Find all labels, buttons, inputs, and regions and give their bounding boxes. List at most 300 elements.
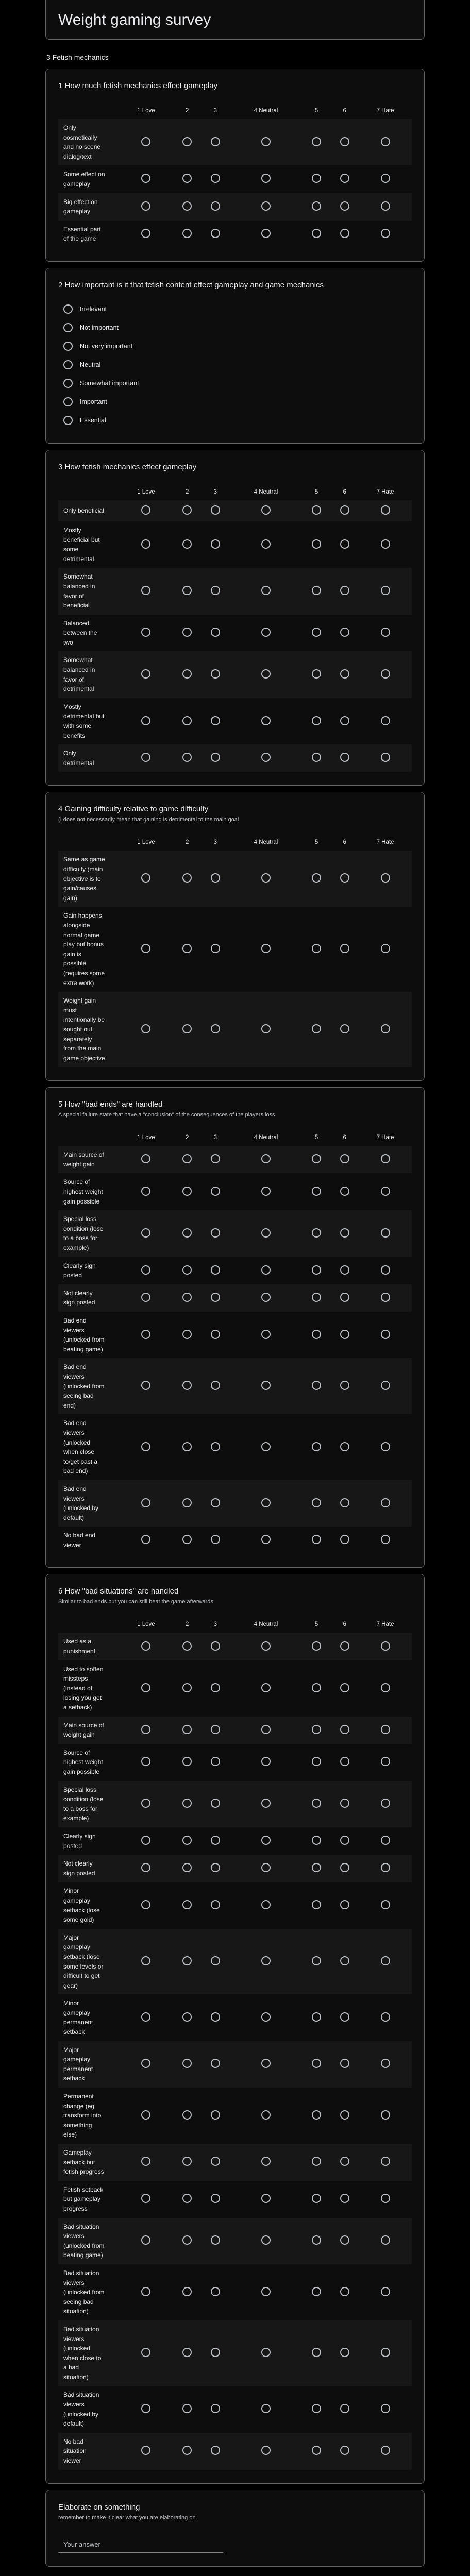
radio-button[interactable]	[381, 1265, 390, 1275]
radio-button[interactable]	[141, 2235, 150, 2245]
radio-button[interactable]	[141, 1330, 150, 1339]
radio-button[interactable]	[182, 137, 192, 146]
radio-button[interactable]	[261, 539, 271, 549]
radio-button[interactable]	[261, 628, 271, 637]
radio-button[interactable]	[340, 1265, 349, 1275]
radio-button[interactable]	[63, 397, 73, 406]
radio-button[interactable]	[312, 2446, 321, 2455]
radio-button[interactable]	[182, 1187, 192, 1196]
radio-button[interactable]	[381, 1956, 390, 1965]
radio-button[interactable]	[340, 1900, 349, 1909]
radio-button[interactable]	[340, 1956, 349, 1965]
radio-button[interactable]	[261, 2348, 271, 2357]
radio-button[interactable]	[261, 2287, 271, 2296]
radio-button[interactable]	[182, 539, 192, 549]
radio-button[interactable]	[141, 1024, 150, 1033]
radio-button[interactable]	[261, 229, 271, 238]
radio-button[interactable]	[312, 1330, 321, 1339]
radio-button[interactable]	[141, 1683, 150, 1692]
radio-button[interactable]	[261, 1442, 271, 1451]
radio-button[interactable]	[340, 628, 349, 637]
radio-button[interactable]	[261, 716, 271, 725]
radio-button[interactable]	[340, 2287, 349, 2296]
radio-button[interactable]	[340, 1154, 349, 1163]
radio-button[interactable]	[211, 2194, 220, 2203]
radio-button[interactable]	[261, 753, 271, 762]
radio-button[interactable]	[182, 873, 192, 883]
radio-button[interactable]	[340, 2059, 349, 2068]
radio-button[interactable]	[340, 1228, 349, 1238]
radio-button[interactable]	[381, 586, 390, 595]
radio-button[interactable]	[312, 586, 321, 595]
radio-button[interactable]	[381, 1836, 390, 1845]
radio-button[interactable]	[261, 174, 271, 183]
radio-button[interactable]	[340, 505, 349, 515]
radio-button[interactable]	[211, 1187, 220, 1196]
radio-button[interactable]	[211, 1330, 220, 1339]
radio-button[interactable]	[381, 505, 390, 515]
radio-button[interactable]	[211, 174, 220, 183]
radio-button[interactable]	[381, 1725, 390, 1734]
radio-button[interactable]	[340, 1683, 349, 1692]
radio-button[interactable]	[261, 1381, 271, 1390]
radio-button[interactable]	[211, 2012, 220, 2022]
radio-button[interactable]	[182, 1498, 192, 1507]
radio-button[interactable]	[141, 944, 150, 953]
radio-button[interactable]	[211, 2110, 220, 2120]
radio-button[interactable]	[312, 137, 321, 146]
radio-button[interactable]	[141, 1641, 150, 1651]
radio-button[interactable]	[63, 342, 73, 351]
radio-button[interactable]	[182, 1330, 192, 1339]
radio-button[interactable]	[381, 2012, 390, 2022]
radio-button[interactable]	[182, 2012, 192, 2022]
radio-button[interactable]	[340, 1498, 349, 1507]
radio-button[interactable]	[340, 174, 349, 183]
radio-button[interactable]	[340, 1330, 349, 1339]
radio-button[interactable]	[312, 174, 321, 183]
radio-button[interactable]	[141, 1725, 150, 1734]
radio-button[interactable]	[141, 1535, 150, 1544]
radio-button[interactable]	[381, 2404, 390, 2413]
radio-button[interactable]	[381, 1683, 390, 1692]
radio-button[interactable]	[182, 2446, 192, 2455]
radio-button[interactable]	[141, 753, 150, 762]
radio-button[interactable]	[261, 201, 271, 211]
radio-button[interactable]	[182, 1293, 192, 1302]
radio-button[interactable]	[211, 229, 220, 238]
radio-button[interactable]	[141, 1799, 150, 1808]
radio-button[interactable]	[182, 1641, 192, 1651]
radio-button[interactable]	[211, 628, 220, 637]
radio-button[interactable]	[182, 2287, 192, 2296]
radio-button[interactable]	[312, 1024, 321, 1033]
radio-button[interactable]	[261, 1228, 271, 1238]
radio-button[interactable]	[312, 1799, 321, 1808]
radio-button[interactable]	[340, 1863, 349, 1872]
radio-button[interactable]	[211, 505, 220, 515]
radio-button[interactable]	[340, 2235, 349, 2245]
radio-button[interactable]	[312, 944, 321, 953]
radio-option[interactable]	[58, 300, 412, 318]
radio-button[interactable]	[261, 873, 271, 883]
radio-button[interactable]	[182, 505, 192, 515]
radio-button[interactable]	[211, 716, 220, 725]
radio-button[interactable]	[312, 1863, 321, 1872]
radio-button[interactable]	[381, 2287, 390, 2296]
radio-button[interactable]	[182, 2110, 192, 2120]
radio-button[interactable]	[141, 2404, 150, 2413]
radio-button[interactable]	[141, 1900, 150, 1909]
radio-button[interactable]	[261, 669, 271, 679]
radio-button[interactable]	[141, 2348, 150, 2357]
radio-button[interactable]	[340, 2012, 349, 2022]
radio-button[interactable]	[182, 1265, 192, 1275]
radio-button[interactable]	[182, 1863, 192, 1872]
radio-button[interactable]	[261, 2235, 271, 2245]
radio-button[interactable]	[340, 753, 349, 762]
radio-button[interactable]	[261, 1024, 271, 1033]
radio-button[interactable]	[211, 1442, 220, 1451]
radio-button[interactable]	[261, 2059, 271, 2068]
radio-button[interactable]	[340, 539, 349, 549]
radio-button[interactable]	[211, 1836, 220, 1845]
radio-button[interactable]	[182, 2348, 192, 2357]
radio-button[interactable]	[182, 716, 192, 725]
radio-button[interactable]	[261, 1498, 271, 1507]
radio-button[interactable]	[381, 137, 390, 146]
radio-button[interactable]	[312, 1265, 321, 1275]
radio-button[interactable]	[312, 2012, 321, 2022]
radio-button[interactable]	[381, 2157, 390, 2166]
radio-button[interactable]	[211, 1024, 220, 1033]
radio-button[interactable]	[211, 944, 220, 953]
radio-button[interactable]	[63, 360, 73, 369]
radio-button[interactable]	[141, 2194, 150, 2203]
radio-button[interactable]	[312, 539, 321, 549]
radio-button[interactable]	[340, 1187, 349, 1196]
short-answer-input[interactable]: Your answer	[58, 2538, 223, 2553]
radio-button[interactable]	[182, 1442, 192, 1451]
radio-button[interactable]	[141, 201, 150, 211]
radio-button[interactable]	[211, 2157, 220, 2166]
radio-button[interactable]	[182, 669, 192, 679]
radio-button[interactable]	[141, 586, 150, 595]
radio-button[interactable]	[340, 1725, 349, 1734]
radio-button[interactable]	[381, 873, 390, 883]
radio-button[interactable]	[141, 1228, 150, 1238]
radio-button[interactable]	[381, 628, 390, 637]
radio-button[interactable]	[261, 2446, 271, 2455]
radio-button[interactable]	[211, 1757, 220, 1766]
radio-button[interactable]	[381, 539, 390, 549]
radio-button[interactable]	[261, 2404, 271, 2413]
radio-button[interactable]	[381, 2235, 390, 2245]
radio-button[interactable]	[381, 1330, 390, 1339]
radio-button[interactable]	[340, 2348, 349, 2357]
radio-button[interactable]	[182, 753, 192, 762]
radio-button[interactable]	[261, 1956, 271, 1965]
radio-button[interactable]	[211, 1641, 220, 1651]
radio-button[interactable]	[211, 201, 220, 211]
radio-button[interactable]	[340, 944, 349, 953]
radio-button[interactable]	[141, 229, 150, 238]
radio-button[interactable]	[312, 1535, 321, 1544]
radio-button[interactable]	[141, 1293, 150, 1302]
radio-button[interactable]	[141, 1381, 150, 1390]
radio-button[interactable]	[381, 1381, 390, 1390]
radio-button[interactable]	[340, 1381, 349, 1390]
radio-button[interactable]	[340, 2446, 349, 2455]
radio-button[interactable]	[261, 1900, 271, 1909]
radio-button[interactable]	[182, 586, 192, 595]
radio-button[interactable]	[211, 1535, 220, 1544]
radio-button[interactable]	[211, 2404, 220, 2413]
radio-button[interactable]	[381, 1641, 390, 1651]
radio-option[interactable]	[58, 318, 412, 337]
radio-button[interactable]	[261, 1725, 271, 1734]
radio-button[interactable]	[211, 669, 220, 679]
radio-button[interactable]	[211, 1725, 220, 1734]
radio-button[interactable]	[182, 1024, 192, 1033]
radio-button[interactable]	[381, 2446, 390, 2455]
radio-button[interactable]	[182, 1757, 192, 1766]
radio-button[interactable]	[261, 1293, 271, 1302]
radio-button[interactable]	[312, 628, 321, 637]
radio-button[interactable]	[312, 1725, 321, 1734]
radio-button[interactable]	[340, 2194, 349, 2203]
radio-button[interactable]	[182, 2157, 192, 2166]
radio-button[interactable]	[211, 1683, 220, 1692]
radio-button[interactable]	[141, 539, 150, 549]
radio-button[interactable]	[340, 137, 349, 146]
radio-button[interactable]	[381, 174, 390, 183]
radio-button[interactable]	[211, 1228, 220, 1238]
radio-button[interactable]	[381, 2348, 390, 2357]
radio-button[interactable]	[63, 416, 73, 425]
radio-button[interactable]	[381, 1900, 390, 1909]
radio-button[interactable]	[211, 586, 220, 595]
radio-button[interactable]	[141, 716, 150, 725]
radio-button[interactable]	[141, 1863, 150, 1872]
radio-button[interactable]	[381, 716, 390, 725]
radio-button[interactable]	[211, 2348, 220, 2357]
radio-button[interactable]	[312, 753, 321, 762]
radio-button[interactable]	[211, 1498, 220, 1507]
radio-button[interactable]	[141, 1498, 150, 1507]
radio-button[interactable]	[141, 669, 150, 679]
radio-button[interactable]	[312, 2157, 321, 2166]
radio-button[interactable]	[381, 1154, 390, 1163]
radio-button[interactable]	[211, 539, 220, 549]
radio-button[interactable]	[261, 944, 271, 953]
radio-button[interactable]	[182, 1683, 192, 1692]
radio-button[interactable]	[141, 2012, 150, 2022]
radio-button[interactable]	[261, 1330, 271, 1339]
radio-button[interactable]	[261, 2012, 271, 2022]
radio-button[interactable]	[211, 2235, 220, 2245]
radio-button[interactable]	[182, 229, 192, 238]
radio-button[interactable]	[340, 201, 349, 211]
radio-button[interactable]	[312, 1836, 321, 1845]
radio-button[interactable]	[182, 944, 192, 953]
radio-button[interactable]	[141, 505, 150, 515]
radio-button[interactable]	[340, 669, 349, 679]
radio-button[interactable]	[340, 873, 349, 883]
radio-button[interactable]	[312, 2404, 321, 2413]
radio-button[interactable]	[312, 716, 321, 725]
radio-button[interactable]	[141, 2110, 150, 2120]
radio-button[interactable]	[261, 1641, 271, 1651]
radio-button[interactable]	[381, 2110, 390, 2120]
radio-button[interactable]	[211, 1381, 220, 1390]
radio-button[interactable]	[381, 201, 390, 211]
radio-button[interactable]	[381, 1187, 390, 1196]
radio-button[interactable]	[312, 1683, 321, 1692]
radio-option[interactable]	[58, 337, 412, 355]
radio-button[interactable]	[141, 1836, 150, 1845]
radio-button[interactable]	[312, 229, 321, 238]
radio-button[interactable]	[381, 1293, 390, 1302]
radio-button[interactable]	[340, 1535, 349, 1544]
radio-button[interactable]	[312, 1228, 321, 1238]
radio-button[interactable]	[312, 873, 321, 883]
radio-button[interactable]	[312, 2110, 321, 2120]
radio-button[interactable]	[261, 2110, 271, 2120]
radio-button[interactable]	[141, 1442, 150, 1451]
radio-button[interactable]	[340, 1024, 349, 1033]
radio-button[interactable]	[211, 1293, 220, 1302]
radio-button[interactable]	[211, 2287, 220, 2296]
radio-button[interactable]	[312, 201, 321, 211]
radio-button[interactable]	[312, 1900, 321, 1909]
radio-button[interactable]	[340, 2110, 349, 2120]
radio-button[interactable]	[141, 2157, 150, 2166]
radio-option[interactable]	[58, 355, 412, 374]
radio-button[interactable]	[312, 505, 321, 515]
radio-button[interactable]	[312, 2059, 321, 2068]
radio-button[interactable]	[182, 201, 192, 211]
radio-button[interactable]	[182, 628, 192, 637]
radio-button[interactable]	[340, 1836, 349, 1845]
radio-button[interactable]	[182, 1799, 192, 1808]
radio-button[interactable]	[312, 2235, 321, 2245]
radio-button[interactable]	[141, 1187, 150, 1196]
radio-button[interactable]	[312, 1757, 321, 1766]
radio-button[interactable]	[182, 2404, 192, 2413]
radio-button[interactable]	[312, 2348, 321, 2357]
radio-button[interactable]	[340, 586, 349, 595]
radio-button[interactable]	[340, 716, 349, 725]
radio-button[interactable]	[141, 2446, 150, 2455]
radio-button[interactable]	[211, 1154, 220, 1163]
radio-button[interactable]	[211, 2059, 220, 2068]
radio-button[interactable]	[141, 1956, 150, 1965]
radio-button[interactable]	[141, 174, 150, 183]
radio-button[interactable]	[340, 2404, 349, 2413]
radio-button[interactable]	[312, 669, 321, 679]
radio-option[interactable]	[58, 411, 412, 430]
radio-button[interactable]	[381, 2059, 390, 2068]
radio-button[interactable]	[261, 1683, 271, 1692]
radio-button[interactable]	[381, 1863, 390, 1872]
radio-button[interactable]	[381, 1442, 390, 1451]
radio-button[interactable]	[312, 1154, 321, 1163]
radio-button[interactable]	[312, 1956, 321, 1965]
radio-button[interactable]	[381, 1024, 390, 1033]
radio-button[interactable]	[261, 1535, 271, 1544]
radio-button[interactable]	[340, 2157, 349, 2166]
radio-button[interactable]	[182, 1956, 192, 1965]
radio-button[interactable]	[340, 1442, 349, 1451]
radio-button[interactable]	[381, 2194, 390, 2203]
radio-button[interactable]	[63, 379, 73, 388]
radio-button[interactable]	[312, 1381, 321, 1390]
radio-button[interactable]	[211, 1799, 220, 1808]
radio-button[interactable]	[182, 174, 192, 183]
radio-button[interactable]	[261, 2194, 271, 2203]
radio-button[interactable]	[182, 1535, 192, 1544]
radio-button[interactable]	[381, 229, 390, 238]
radio-button[interactable]	[312, 2194, 321, 2203]
radio-button[interactable]	[381, 1228, 390, 1238]
radio-button[interactable]	[261, 1154, 271, 1163]
radio-button[interactable]	[381, 1799, 390, 1808]
radio-button[interactable]	[312, 2287, 321, 2296]
radio-button[interactable]	[261, 2157, 271, 2166]
radio-button[interactable]	[261, 1836, 271, 1845]
radio-button[interactable]	[182, 1228, 192, 1238]
radio-button[interactable]	[63, 304, 73, 314]
radio-button[interactable]	[211, 753, 220, 762]
radio-button[interactable]	[141, 873, 150, 883]
radio-button[interactable]	[381, 944, 390, 953]
radio-button[interactable]	[340, 229, 349, 238]
radio-button[interactable]	[182, 1900, 192, 1909]
radio-button[interactable]	[211, 873, 220, 883]
radio-button[interactable]	[211, 2446, 220, 2455]
radio-button[interactable]	[211, 1863, 220, 1872]
radio-button[interactable]	[261, 1863, 271, 1872]
radio-button[interactable]	[182, 1725, 192, 1734]
radio-button[interactable]	[182, 1381, 192, 1390]
radio-button[interactable]	[211, 1956, 220, 1965]
radio-button[interactable]	[261, 1187, 271, 1196]
radio-button[interactable]	[381, 669, 390, 679]
radio-button[interactable]	[182, 2194, 192, 2203]
radio-button[interactable]	[211, 137, 220, 146]
radio-button[interactable]	[141, 137, 150, 146]
radio-button[interactable]	[141, 628, 150, 637]
radio-button[interactable]	[141, 1154, 150, 1163]
radio-button[interactable]	[340, 1799, 349, 1808]
radio-button[interactable]	[211, 1900, 220, 1909]
radio-button[interactable]	[211, 1265, 220, 1275]
radio-button[interactable]	[261, 1265, 271, 1275]
radio-button[interactable]	[340, 1641, 349, 1651]
radio-button[interactable]	[312, 1442, 321, 1451]
radio-button[interactable]	[182, 2059, 192, 2068]
radio-button[interactable]	[141, 2059, 150, 2068]
radio-button[interactable]	[141, 2287, 150, 2296]
radio-option[interactable]	[58, 393, 412, 411]
radio-button[interactable]	[141, 1757, 150, 1766]
radio-button[interactable]	[261, 505, 271, 515]
radio-button[interactable]	[182, 2235, 192, 2245]
radio-button[interactable]	[312, 1187, 321, 1196]
radio-button[interactable]	[381, 1535, 390, 1544]
radio-button[interactable]	[381, 753, 390, 762]
